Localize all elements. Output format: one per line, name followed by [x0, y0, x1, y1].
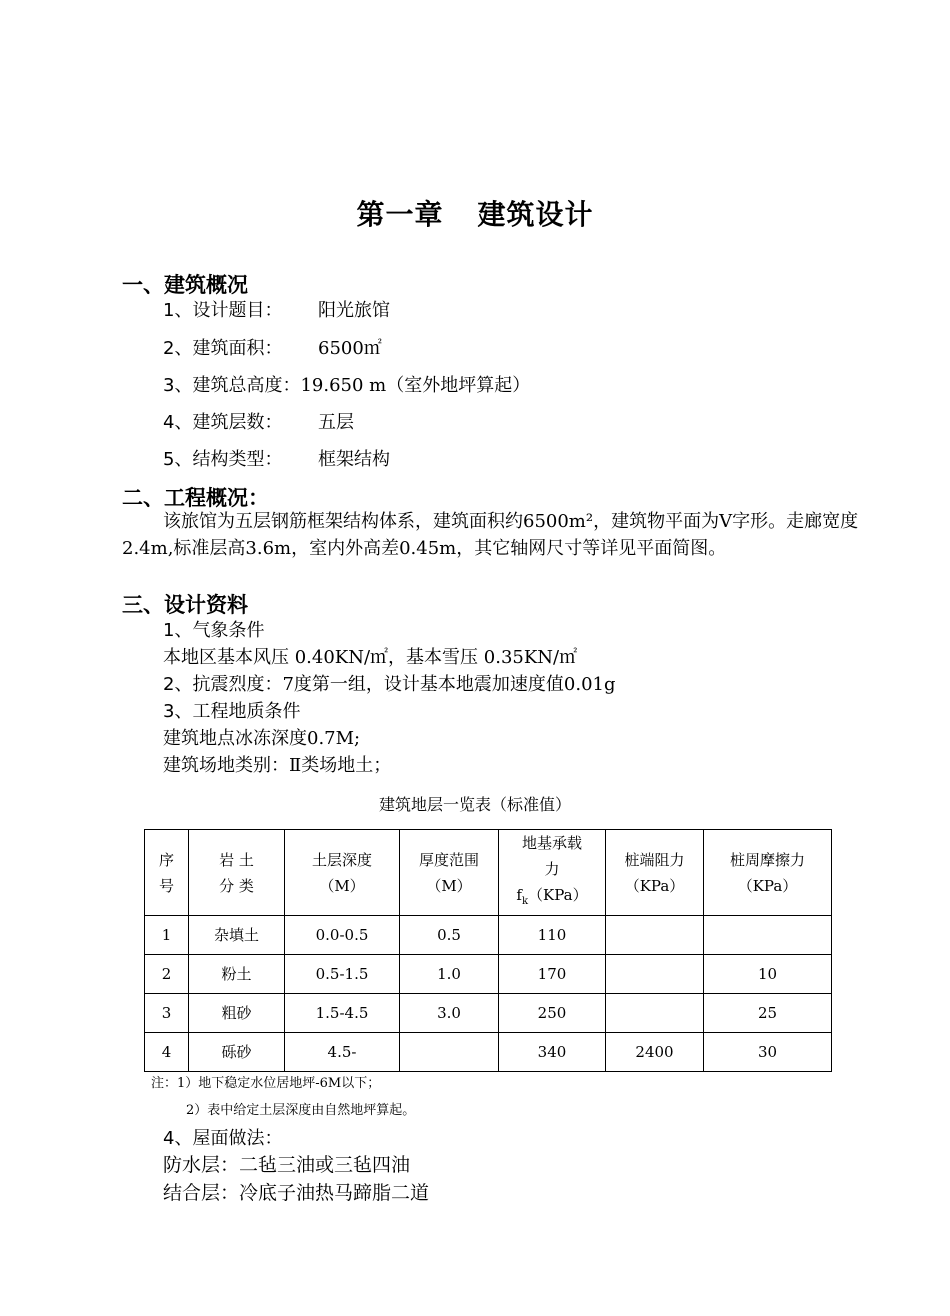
- strata-table: [144, 829, 832, 1072]
- chapter-title: [0, 193, 950, 233]
- cell-tip: [606, 916, 704, 955]
- cell-thickness: 1.0: [400, 955, 499, 994]
- cell-tip: [606, 955, 704, 994]
- table-row: [145, 916, 832, 955]
- cell-tip: 2400: [606, 1033, 704, 1072]
- cell-thickness: 3.0: [400, 994, 499, 1033]
- section-heading-design-data: 三、设计资料: [122, 593, 248, 617]
- item-label: 5、结构类型：: [163, 449, 283, 470]
- roof-line-waterproof: 防水层：二毡三油或三毡四油: [163, 1154, 411, 1176]
- cell-bearing: 110: [499, 916, 606, 955]
- header-no: 序 号: [145, 830, 189, 916]
- chapter-label: 第一章: [356, 198, 444, 231]
- cell-thickness: [400, 1033, 499, 1072]
- overview-item: [163, 334, 382, 360]
- frost-depth: 建筑地点冰冻深度0.7M;: [163, 728, 361, 749]
- cell-depth: 0.5-1.5: [285, 955, 400, 994]
- cell-bearing: 170: [499, 955, 606, 994]
- chapter-name: 建筑设计: [477, 198, 594, 231]
- item-label: 1、设计题目：: [163, 300, 283, 321]
- cell-friction: 30: [704, 1033, 832, 1072]
- overview-item: [163, 408, 354, 434]
- roof-line-bonding: 结合层：冷底子油热马蹄脂二道: [163, 1182, 430, 1204]
- table-caption: 建筑地层一览表（标准值）: [378, 795, 571, 814]
- seismic-line: [163, 670, 616, 696]
- cell-friction: 25: [704, 994, 832, 1033]
- header-side-friction: 桩周摩擦力 （KPa）: [704, 830, 832, 916]
- item-value: 阳光旅馆: [318, 300, 390, 321]
- cell-thickness: 0.5: [400, 916, 499, 955]
- geology-title: 3、工程地质条件: [163, 701, 301, 722]
- item-label: 4、建筑层数：: [163, 412, 283, 433]
- section-heading-project: 二、工程概况：: [122, 486, 269, 510]
- table-note-2: 2）表中给定土层深度由自然地坪算起。: [186, 1103, 416, 1118]
- table-header-row: [145, 830, 832, 916]
- cell-no: 4: [145, 1033, 189, 1072]
- table-row: [145, 955, 832, 994]
- cell-tip: [606, 994, 704, 1033]
- seismic-label: 2、抗震烈度：: [163, 674, 283, 695]
- table-note-1: 注：1）地下稳定水位居地坪-6M以下；: [151, 1076, 381, 1091]
- cell-bearing: 250: [499, 994, 606, 1033]
- cell-soil: 粗砂: [189, 994, 285, 1033]
- item-value: 6500㎡: [318, 338, 382, 359]
- seismic-text: 7度第一组，设计基本地震加速度值0.01g: [282, 674, 616, 695]
- item-value: 五层: [318, 412, 354, 433]
- cell-soil: 粉土: [189, 955, 285, 994]
- item-label: 3、建筑总高度：: [163, 375, 301, 396]
- header-thickness: 厚度范围 （M）: [400, 830, 499, 916]
- header-depth: 土层深度 （M）: [285, 830, 400, 916]
- header-bearing: 地基承载 力 $f_k(KPa)$: [499, 830, 606, 916]
- overview-item: [163, 445, 390, 471]
- item-value: 19.650 m（室外地坪算起）: [300, 375, 531, 396]
- cell-depth: 1.5-4.5: [285, 994, 400, 1033]
- cell-soil: 杂填土: [189, 916, 285, 955]
- item-label: 2、建筑面积：: [163, 338, 283, 359]
- cell-depth: 0.0-0.5: [285, 916, 400, 955]
- cell-soil: 砾砂: [189, 1033, 285, 1072]
- cell-bearing: 340: [499, 1033, 606, 1072]
- roof-title: 4、屋面做法：: [163, 1128, 283, 1149]
- cell-no: 3: [145, 994, 189, 1033]
- site-class: 建筑场地类别：Ⅱ类场地土；: [163, 755, 392, 776]
- cell-no: 1: [145, 916, 189, 955]
- project-paragraph: 该旅馆为五层钢筋框架结构体系，建筑面积约6500m²，建筑物平面为Ⅴ字形。走廊宽度2.4m,标准层高3.6m，室内外高差0.45m，其它轴网尺寸等详见平面简图。: [122, 511, 859, 559]
- cell-depth: 4.5-: [285, 1033, 400, 1072]
- item-value: 框架结构: [318, 449, 390, 470]
- overview-item: [163, 296, 390, 322]
- cell-no: 2: [145, 955, 189, 994]
- header-tip-resistance: 桩端阻力 （KPa）: [606, 830, 704, 916]
- header-soil: 岩 土 分 类: [189, 830, 285, 916]
- table-row: [145, 1033, 832, 1072]
- cell-friction: 10: [704, 955, 832, 994]
- overview-item: [163, 371, 530, 397]
- section-heading-overview: 一、建筑概况: [122, 273, 248, 297]
- table-row: [145, 994, 832, 1033]
- weather-text: 本地区基本风压 0.40KN/㎡，基本雪压 0.35KN/㎡: [163, 647, 578, 668]
- cell-friction: [704, 916, 832, 955]
- weather-title: 1、气象条件: [163, 620, 265, 641]
